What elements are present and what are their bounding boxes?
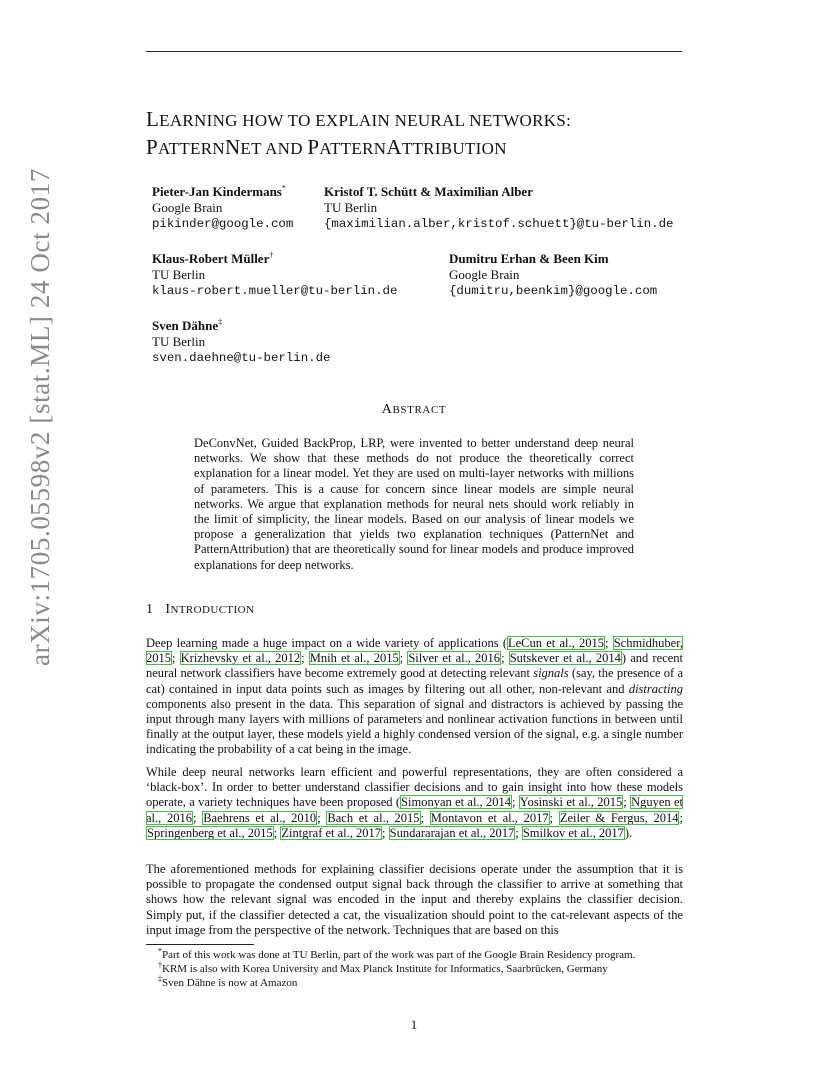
abstract-heading: ABSTRACT	[381, 402, 447, 417]
title-line-2: PATTERNNET AND PATTERNATTRIBUTION	[146, 135, 507, 159]
author-block-5	[152, 318, 330, 366]
author-name: Dumitru Erhan & Been Kim	[449, 251, 609, 266]
author-block-1	[152, 184, 293, 232]
author-email[interactable]: {dumitru,beenkim}@google.com	[449, 284, 658, 298]
author-affiliation: TU Berlin	[324, 200, 378, 215]
author-block-3	[152, 251, 397, 299]
intro-paragraph-3: The aforementioned methods for explaining classifier decisions operate under the assumption that it is possible to propagate the condensed output signal back through the classifier to arrive at something that shows how the relevant signal was encoded in the input and thereby explains the classifier decision. Simply put, if the classifier detected a cat, the visualization should point to the cat-relevant aspects of the input image from the perspective of the network. Techniques that are based on this	[146, 862, 683, 937]
footnote: †KRM is also with Korea University and Max Planck Institute for Informatics, Saarbrücken, Germany	[158, 960, 608, 976]
author-mark: ‡	[218, 317, 223, 327]
citation-link[interactable]: Springenberg et al., 2015	[147, 825, 273, 840]
author-name: Kristof T. Schütt & Maximilian Alber	[324, 184, 533, 199]
author-name: Sven Dähne	[152, 318, 219, 333]
citation-link[interactable]: Montavon et al., 2017	[430, 810, 549, 825]
author-affiliation: TU Berlin	[152, 334, 206, 349]
page-number: 1	[410, 1017, 418, 1032]
author-block-2	[324, 184, 673, 232]
author-block-4	[449, 251, 657, 299]
citation-link[interactable]: Zeiler & Fergus, 2014	[559, 810, 679, 825]
citation-link[interactable]: Smilkov et al., 2017	[522, 825, 624, 840]
author-email[interactable]: sven.daehne@tu-berlin.de	[152, 351, 331, 365]
citation-link[interactable]: Silver et al., 2016	[408, 651, 501, 666]
section-heading-introduction: 1 INTRODUCTION	[146, 602, 255, 617]
footnote-rule	[146, 944, 254, 945]
footnote: ‡Sven Dähne is now at Amazon	[158, 974, 298, 990]
footnotes	[158, 948, 698, 991]
title-line-1: LEARNING HOW TO EXPLAIN NEURAL NETWORKS:	[146, 107, 572, 131]
citation-link[interactable]: Baehrens et al., 2010	[203, 810, 317, 825]
abstract-text: DeConvNet, Guided BackProp, LRP, were invented to better understand deep neural networks. We show that these methods do not produce the theoretically correct explanation for a linear model. Yet they are used on multi-layer networks with millions of parameters. This is a cause for concern since linear models are simple neural networks. We argue that explanation methods for neural nets should work reliably in the limit of simplicity, the linear models. Based on our analysis of linear models we propose a generalization that yields two explanation techniques (PatternNet and PatternAttribution) that are theoretically sound for linear models and produce improved explanations for deep networks.	[194, 436, 634, 572]
author-affiliation: Google Brain	[449, 267, 520, 282]
paper-title	[146, 106, 706, 162]
author-email[interactable]: {maximilian.alber,kristof.schuett}@tu-berlin.de	[324, 217, 674, 231]
author-email[interactable]: pikinder@google.com	[152, 217, 294, 231]
citation-link[interactable]: Nguyen et al., 2016	[146, 795, 683, 825]
intro-paragraph-2: While deep neural networks learn efficient and powerful representations, they are often considered a ‘black-box’. In order to better understand classifier decisions and to gain insight into how these models operate, a variety techniques have been proposed (Simonyan et al., 2014; Yosinski et al., 2015; Nguyen et al., 2016; Baehrens et al., 2010; Bach et al., 2015; Montavon et al., 2017; Zeiler & Fergus, 2014; Springenberg et al., 2015; Zintgraf et al., 2017; Sundararajan et al., 2017; Smilkov et al., 2017).	[146, 765, 683, 840]
author-affiliation: TU Berlin	[152, 267, 206, 282]
citation-link[interactable]: Zintgraf et al., 2017	[281, 825, 382, 840]
citation-link[interactable]: Bach et al., 2015	[327, 810, 420, 825]
author-mark: †	[269, 250, 274, 260]
author-email[interactable]: klaus-robert.mueller@tu-berlin.de	[152, 284, 398, 298]
author-mark: *	[281, 183, 286, 193]
author-affiliation: Google Brain	[152, 200, 223, 215]
footnote: *Part of this work was done at TU Berlin, part of the work was part of the Google Brain Residency program.	[158, 946, 636, 961]
citation-link[interactable]: Mnih et al., 2015	[309, 651, 399, 666]
author-name: Klaus-Robert Müller	[152, 251, 270, 266]
citation-link[interactable]: LeCun et al., 2015	[508, 636, 604, 650]
citation-link[interactable]: Sutskever et al., 2014	[509, 651, 621, 666]
citation-link[interactable]: Yosinski et al., 2015	[519, 795, 623, 810]
top-rule	[146, 51, 682, 52]
citation-link[interactable]: Simonyan et al., 2014	[401, 795, 511, 810]
intro-paragraph-1: Deep learning made a huge impact on a wide variety of applications (LeCun et al., 2015; Schmidhuber, 2015; Krizhevsky et al., 2012; Mnih et al., 2015; Silver et al., 2016; Sutskever et al., 2014) and recent neural network classifiers have become extremely good at detecting relevant signals (say, the presence of a cat) contained in input data points such as images by filtering out all other, non-relevant and distracting components also present in the data. This separation of signal and distractors is achieved by passing the input through many layers with millions of parameters and nonlinear activation functions in between until finally at the output layer, these models yield a highly condensed version of the signal, e.g. a single number indicating the probability of a cat being in the image.	[146, 636, 684, 757]
citation-link[interactable]: Sundararajan et al., 2017	[389, 825, 515, 840]
arxiv-stamp[interactable]: arXiv:1705.05598v2 [stat.ML] 24 Oct 2017	[25, 168, 55, 666]
author-name: Pieter-Jan Kindermans	[152, 184, 282, 199]
citation-link[interactable]: Krizhevsky et al., 2012	[180, 651, 301, 666]
citation-link[interactable]: Schmidhuber, 2015	[146, 636, 683, 666]
